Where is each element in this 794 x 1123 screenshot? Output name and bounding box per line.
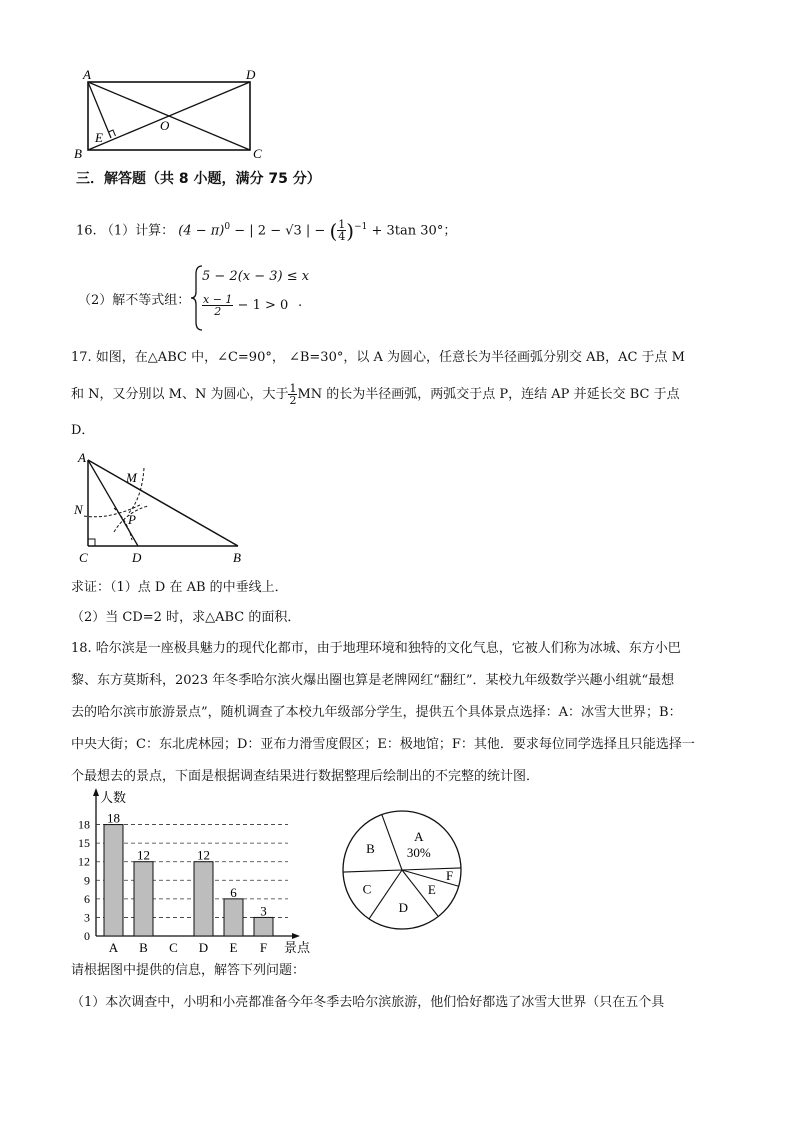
q18-line-4: 中央大街；C：东北虎林园；D：亚布力滑雪度假区；E：极地馆；F：其他．要求每位同学选择且只能选择一 — [71, 737, 695, 752]
x-tick-label-F: F — [259, 940, 268, 954]
x-tick-label-C: C — [169, 940, 178, 954]
label-o: O — [160, 118, 170, 133]
pie-label-B: B — [366, 840, 375, 856]
data-label-A: 18 — [107, 810, 120, 826]
triangle-figure — [70, 448, 260, 568]
y-tick-label: 12 — [78, 854, 90, 869]
data-label-E: 6 — [230, 884, 237, 900]
tri-label-c: C — [79, 550, 88, 565]
tri-label-d: D — [132, 550, 142, 565]
data-label-D: 12 — [197, 847, 210, 863]
y-axis-arrow — [93, 788, 99, 796]
q16-expr-c: + 3tan 30°； — [371, 223, 457, 239]
y-tick-label: 18 — [78, 817, 90, 832]
pie-chart — [340, 808, 464, 932]
bar-D — [194, 862, 213, 936]
section-heading: 三．解答题（共 8 小题，满分 75 分） — [76, 171, 321, 187]
q18-line-2: 黎、东方莫斯科，2023 年冬季哈尔滨火爆出圈也算是老牌网红“翻红”．某校九年级数学兴趣小组就“最想 — [71, 673, 675, 688]
pie-label-E: E — [427, 882, 436, 898]
bar-F — [254, 917, 273, 936]
y-tick-label: 15 — [78, 836, 90, 851]
x-tick-label-E: E — [229, 940, 238, 954]
q16-part1-prefix: （1）计算： — [100, 223, 175, 239]
data-label-F: 3 — [260, 903, 267, 919]
label-c: C — [253, 146, 262, 161]
x-axis-label: 景点 — [284, 940, 311, 954]
q16-expr-b: − | 2 − √3 | − — [234, 223, 330, 239]
pie-label-C: C — [362, 881, 372, 897]
label-b: B — [74, 146, 82, 161]
bar-A — [104, 825, 123, 936]
q18-line-5: 个最想去的景点，下面是根据调查结果进行数据整理后绘制出的不完整的统计图． — [71, 769, 540, 784]
tri-label-b: B — [233, 550, 241, 565]
label-e: E — [95, 130, 103, 145]
tri-label-n: N — [74, 502, 83, 517]
q16-fraction: $\frac{1}{4}$ — [338, 218, 346, 244]
q17-line1: 17. 如图，在△ABC 中，∠C=90°， ∠B=30°，以 A 为圆心，任意长为半径画弧分别交 AB，AC 于点 M — [71, 350, 685, 365]
q17-line3: D． — [71, 423, 95, 438]
q16-part2-prefix: （2）解不等式组： — [78, 293, 191, 308]
x-tick-label-B: B — [139, 940, 148, 954]
q17-proof2: （2）当 CD=2 时，求△ABC 的面积． — [71, 610, 301, 625]
q16-ineq1: 5 − 2(x − 3) ≤ x — [202, 269, 310, 284]
q18-part1: （1）本次调查中，小明和小亮都准备今年冬季去哈尔滨旅游，他们恰好都选了冰雪大世界（只在五个具 — [71, 995, 665, 1010]
bar-chart — [60, 784, 320, 954]
rectangle-figure — [70, 62, 270, 162]
q16-expr-a: (4 − π) — [178, 223, 225, 239]
q16-exp-a: 0 — [224, 222, 231, 232]
label-d: D — [246, 67, 256, 82]
q17-proof1: 求证：（1）点 D 在 AB 的中垂线上． — [71, 580, 288, 595]
q18-after: 请根据图中提供的信息，解答下列问题： — [71, 963, 306, 978]
tri-label-p: P — [128, 512, 136, 527]
bar-B — [134, 862, 153, 936]
q16-part1: 16. （1）计算： $(4 - \pi)^0$ − | 2 − √3 | − ( $\frac{1}{4}$ )$^{-1}$ + 3tan 30°； — [76, 218, 457, 244]
x-tick-label-A: A — [108, 940, 119, 954]
right-angle-mark-c — [88, 539, 95, 546]
pie-percent-A: 30% — [406, 845, 431, 861]
pie-label-F: F — [446, 867, 454, 883]
q16-number: 16. — [76, 223, 97, 239]
tri-label-a: A — [78, 450, 86, 465]
q16-ineq2: $\frac{x - 1}{2}$ − 1 > 0 — [203, 293, 289, 318]
q16-exp-b: −1 — [354, 222, 368, 232]
q18-line-3: 去的哈尔滨市旅游景点”，随机调查了本校九年级部分学生，提供五个具体景点选择：A：冰雪大世界；B： — [71, 705, 682, 720]
x-tick-label-D: D — [198, 940, 209, 954]
q18-line-1: 18. 哈尔滨是一座极具魅力的现代化都市，由于地理环境和独特的文化气息，它被人们称为冰城、东方小巴 — [71, 641, 681, 656]
y-tick-label: 6 — [84, 891, 90, 906]
pie-label-A: A — [414, 829, 424, 845]
y-tick-label: 3 — [84, 910, 90, 925]
q17-half-fraction: $\frac{1}{2}$ — [289, 382, 297, 407]
q16-end: . — [298, 295, 303, 310]
q17-line2: 和 N，又分别以 M、N 为圆心，大于 $\frac{1}{2}$ MN 的长为半径画弧，两弧交于点 P，连结 AP 并延长交 BC 于点 — [71, 382, 680, 407]
bar-E — [224, 899, 243, 936]
y-tick-label: 9 — [84, 873, 90, 888]
y-tick-label: 0 — [84, 929, 90, 943]
pie-label-D: D — [398, 899, 409, 915]
label-a: A — [83, 67, 91, 82]
y-axis-label: 人数 — [100, 790, 127, 805]
q16-ineq2-fraction: $\frac{x - 1}{2}$ — [203, 293, 233, 318]
tri-label-m: M — [126, 470, 137, 485]
data-label-B: 12 — [137, 847, 150, 863]
x-axis-arrow — [292, 933, 300, 939]
